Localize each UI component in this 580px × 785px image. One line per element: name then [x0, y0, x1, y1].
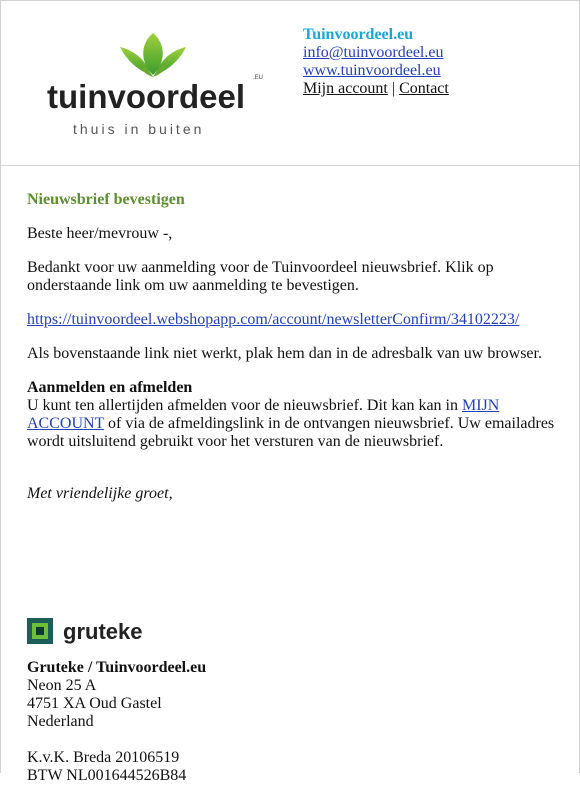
email-body	[27, 191, 557, 519]
fallback-text: Als bovenstaande link niet werkt, plak hem dan in de adresbalk van uw browser.	[27, 345, 542, 362]
section-text-2: of via de afmeldingslink in de ontvangen nieuwsbrief. Uw emailadres wordt uitsluitend gebruikt voor het versturen van de nieuwsbrief.	[27, 415, 555, 450]
logo-tld: .EU	[253, 75, 264, 81]
intro-text: Bedankt voor uw aanmelding voor de Tuinvoordeel nieuwsbrief. Klik op onderstaande link om uw aanmelding te bevestigen.	[27, 259, 494, 294]
logo-tagline: thuis in buiten	[73, 121, 205, 137]
email-link[interactable]: info@tuinvoordeel.eu	[303, 44, 444, 61]
btw-number: BTW NL001644526B84	[27, 767, 187, 784]
gruteke-logo[interactable]	[27, 615, 167, 647]
my-account-link[interactable]: Mijn account	[303, 80, 388, 97]
logo-wordmark: tuinvoordeel	[47, 78, 246, 115]
company-address	[27, 659, 206, 785]
leaf-icon	[120, 33, 186, 77]
gruteke-wordmark: gruteke	[63, 619, 143, 644]
unsubscribe-section	[27, 379, 557, 451]
greeting: Beste heer/mevrouw -,	[27, 225, 173, 242]
header-contact-block	[303, 26, 449, 98]
gruteke-square-icon	[27, 618, 53, 644]
country: Nederland	[27, 713, 94, 730]
email-title: Nieuwsbrief bevestigen	[27, 191, 185, 208]
brand-name: Tuinvoordeel.eu	[303, 26, 414, 43]
closing-text: Met vriendelijke groet,	[27, 485, 173, 502]
my-account-section-link[interactable]: MIJN ACCOUNT	[27, 397, 500, 432]
company-name: Gruteke / Tuinvoordeel.eu	[27, 659, 207, 676]
city: 4751 XA Oud Gastel	[27, 695, 162, 712]
contact-link[interactable]: Contact	[399, 80, 449, 97]
tuinvoordeel-logo[interactable]	[45, 29, 275, 141]
confirm-link[interactable]: https://tuinvoordeel.webshopapp.com/account/newsletterConfirm/34102223/	[27, 311, 520, 328]
section-heading: Aanmelden en afmelden	[27, 379, 193, 396]
kvk-number: K.v.K. Breda 20106519	[27, 749, 180, 766]
street: Neon 25 A	[27, 677, 97, 694]
website-link[interactable]: www.tuinvoordeel.eu	[303, 62, 441, 79]
section-text-1: U kunt ten allertijden afmelden voor de nieuwsbrief. Dit kan kan in	[27, 397, 462, 414]
email-header	[1, 1, 579, 166]
link-separator: |	[391, 80, 396, 97]
